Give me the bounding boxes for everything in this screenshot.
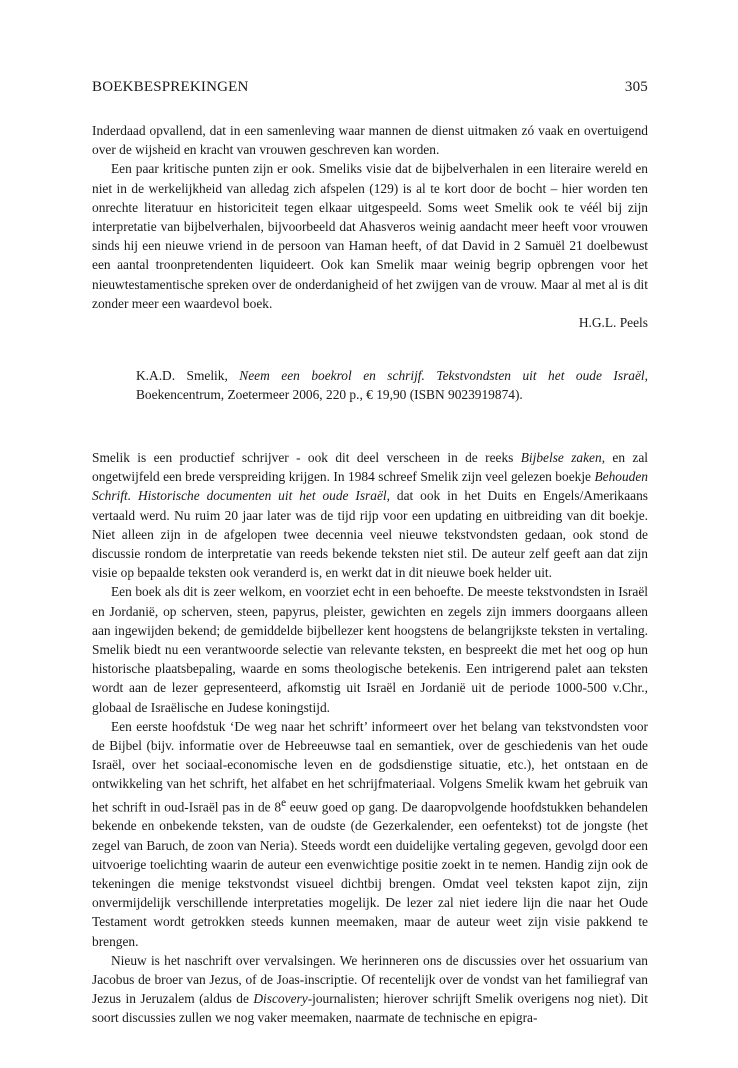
text-run: Nieuw is het naschrift over vervalsingen. We herinneren ons de discussies over het ossuarium van Jacobus de broer van Jezus, of de Joas-inscriptie. Of recentelijk over de vondst van het familiegraf van Jezus in Jeruzalem (aldus de bbox=[92, 952, 648, 1007]
paragraph: Inderdaad opvallend, dat in een samenleving waar mannen de dienst uitmaken zó vaak en overtuigend over de wijsheid en kracht van vrouwen geschreven kan worden. bbox=[92, 123, 648, 158]
text-run: Een eerste hoofdstuk ‘De weg naar het schrift’ informeert over het belang van tekstvondsten voor de Bijbel (bijv. informatie over de Hebreeuwse taal en semantiek, over de geschiedenis van het oude Israël, over het sociaal-economische leven en de godsdienstige situatie, etc.), het ontstaan en de ontwikkeling van het schrift, het alfabet en het schrijfmateriaal. Volgens Smelik kwam het gebruik van het schrift in oud-Israël pas in de 8 bbox=[92, 718, 648, 815]
citation-author: K.A.D. Smelik, bbox=[136, 368, 240, 383]
citation-details: , Boekencentrum, Zoetermeer 2006, 220 p., € 19,90 (ISBN 9023919874). bbox=[136, 368, 648, 403]
series-title: Bijbelse zaken bbox=[520, 450, 602, 465]
text-run: , dat ook in het Duits en Engels/Amerikaans vertaald werd. Nu ruim 20 jaar later was de tijd rijp voor een updating en uitbreiding van dit boekje. Niet alleen zijn in de afgelopen twee decennia veel nieuwe tekstvondsten gedaan, ook stond de discussie rondom de interpretatie van reeds bekende teksten niet stil. De auteur zelf geeft aan dat zijn visie op bepaalde teksten ook veranderd is, en werkt dat in dit nieuwe boek helder uit. bbox=[92, 488, 648, 581]
paragraph bbox=[92, 717, 648, 951]
text-run: -journalisten; hierover schrijft Smelik overigens nog niet). Dit soort discussies zullen we nog vaker meemaken, naarmate de technische en epigra- bbox=[92, 991, 648, 1026]
reviewer-signature: H.G.L. Peels bbox=[578, 315, 648, 331]
book-title: Behouden Schrift. Historische documenten uit het oude Israël bbox=[92, 469, 648, 504]
text-run: Smelik is een productief schrijver - ook dit deel verscheen in de reeks bbox=[92, 450, 521, 465]
text-run: , en zal ongetwijfeld een brede verspreiding krijgen. In 1984 schreef Smelik zijn veel gelezen boekje bbox=[92, 450, 648, 485]
paragraph: Een paar kritische punten zijn er ook. Smeliks visie dat de bijbelverhalen in een literaire wereld en niet in de werkelijkheid van alledag zich afspelen (129) is al te kort door de bocht – hier worden ten onrechte literatuur en historiciteit tegen elkaar uitgespeeld. Soms weet Smelik ook te véél bij zijn interpretatie van bijbelverhalen, bijvoorbeeld dat Ahasveros weinig aandacht meer heeft voor vrouwen sinds hij een nieuwe vriend in de persoon van Haman heeft, of dat David in 2 Samuël 21 doelbewust een aantal troonpretendenten liquideert. Ook kan Smelik maar weinig begrip opbrengen voor het nieuwtestamentische spreken over de onderdanigheid of het zwijgen van de vrouw. Maar al met al is dit zonder meer een waardevol boek. bbox=[92, 161, 648, 311]
superscript: e bbox=[281, 796, 287, 809]
running-header bbox=[92, 79, 648, 99]
review-1 bbox=[92, 121, 648, 332]
paragraph bbox=[92, 448, 648, 582]
book-citation bbox=[136, 366, 648, 404]
magazine-name: Discovery bbox=[253, 991, 308, 1007]
text-run: eeuw goed op gang. De daaropvolgende hoofdstukken behandelen bekende en onbekende teksten, van de oudste (de Gezerkalender, een oefentekst) tot de jongste (het zegel van Baruch, de zoon van Neria). Steeds wordt een duidelijke vertaling gegeven, gevolgd door een uitvoerige toelichting waarin de auteur een evenwichtige positie zoekt in te nemen. Handig zijn ook de tekeningen die menige tekstvondst visueel dichtbij brengen. Omdat veel teksten kapot zijn, zijn onvermijdelijk verschillende interpretaties mogelijk. De lezer zal niet iedere lijn die naar het Oude Testament wordt getrokken steeds kunnen meemaken, maar de auteur weet zijn visie pakkend te brengen. bbox=[92, 799, 648, 949]
section-title: BOEKBESPREKINGEN bbox=[92, 79, 249, 95]
paragraph bbox=[92, 951, 648, 1028]
citation-title: Neem een boekrol en schrijf. Tekstvondsten uit het oude Israël bbox=[239, 368, 645, 383]
page-number: 305 bbox=[624, 79, 648, 95]
paragraph: Een boek als dit is zeer welkom, en voorziet echt in een behoefte. De meeste tekstvondsten in Israël en Jordanië, op scherven, steen, papyrus, pleister, gewichten en zegels zijn immers doorgaans alleen aan ingewijden bekend; de gemiddelde bijbellezer kent hoogstens de belangrijkste teksten in vertaling. Smelik biedt nu een verantwoorde selectie van relevante teksten, en bespreekt die met het oog op hun historische plaatsbepaling, waarde en soms theologische betekenis. Een intrigerend palet aan teksten wordt aan de lezer gepresenteerd, afkomstig uit Israël en Jordanië uit de periode 1000-500 v.Chr., globaal de Israëlische en Judese koningstijd. bbox=[92, 584, 648, 715]
review-2 bbox=[92, 448, 648, 1028]
